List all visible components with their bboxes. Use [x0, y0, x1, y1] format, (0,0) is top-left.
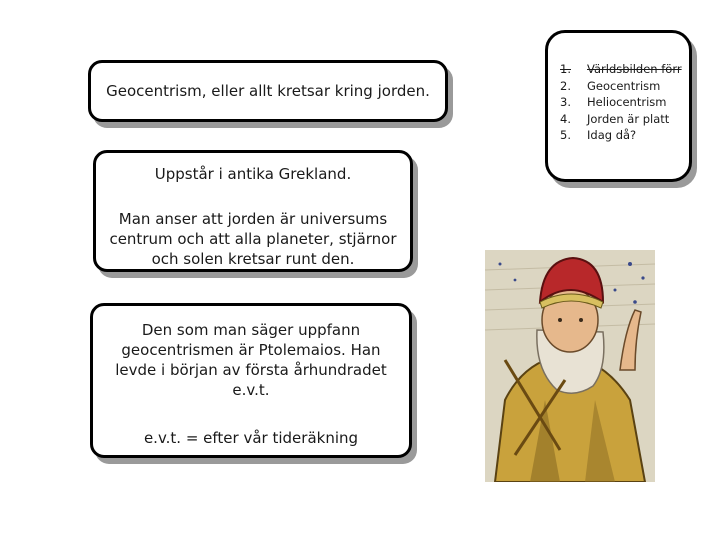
outline-label: Idag då?: [587, 128, 637, 142]
outline-label: Geocentrism: [587, 78, 661, 93]
outline-number: 4.: [560, 111, 571, 126]
title-text: Geocentrism, eller allt kretsar kring jorden.: [106, 82, 430, 100]
outline-label: Heliocentrism: [587, 95, 667, 109]
outline-item: [560, 78, 682, 95]
outline-number: 5.: [560, 128, 571, 142]
outline-number: 2.: [560, 78, 571, 93]
outline-item: [560, 127, 682, 144]
ptolemy-text: Den som man säger uppfann geocentrismen är Ptolemaios. Han levde i början av första århundradet e.v.t.: [115, 321, 387, 399]
outline-label: Världsbilden förr: [587, 62, 682, 76]
outline-number: 1.: [560, 62, 571, 76]
outline-item: [560, 61, 682, 78]
outline-number: 3.: [560, 95, 571, 109]
title-box: [88, 60, 448, 122]
outline-item: [560, 94, 682, 111]
origin-box: [93, 150, 413, 272]
outline-item: [560, 111, 682, 128]
ptolemy-portrait-icon: [485, 250, 655, 482]
abbreviation-note: e.v.t. = efter vår tideräkning: [143, 429, 359, 447]
outline-list: [560, 61, 682, 144]
outline-box: [545, 30, 692, 182]
definition-text: Man anser att jorden är universums centrum och att alla planeter, stjärnor och solen kretsar runt den.: [109, 210, 397, 268]
origin-text: Uppstår i antika Grekland.: [154, 165, 352, 183]
ptolemy-box: [90, 303, 412, 458]
outline-label: Jorden är platt: [587, 111, 670, 126]
